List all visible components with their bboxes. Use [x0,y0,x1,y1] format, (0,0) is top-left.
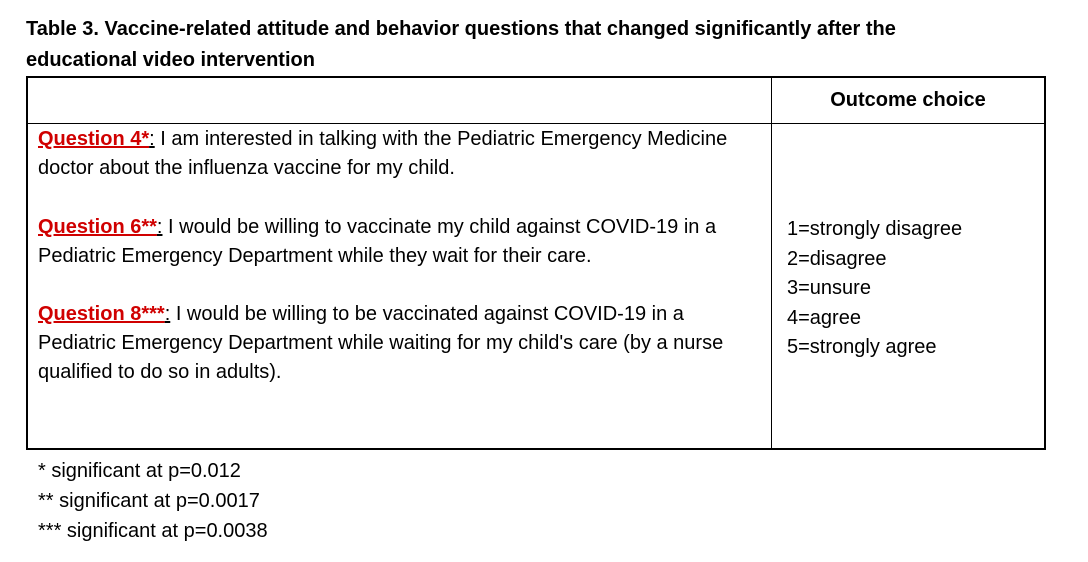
header-outcome-choice: Outcome choice [830,89,986,111]
question-6-label: Question 6** [38,216,157,238]
table-caption [26,14,1066,76]
question-4: Question 4*: I am interested in talking with the Pediatric Emergency Medicine doctor about the influenza vaccine for my child. [38,128,728,179]
footnote-3: *** significant at p=0.0038 [38,520,268,542]
question-4-text: I am interested in talking with the Pediatric Emergency Medicine doctor about the influenza vaccine for my child. [38,128,728,179]
footnote-1: * significant at p=0.012 [38,460,241,482]
outcome-scale [787,215,1037,363]
question-8: Question 8***: I would be willing to be vaccinated against COVID-19 in a Pediatric Emergency Department while waiting for my child's care (by a nurse qualified to do so in adults). [38,303,724,383]
header-divider [28,123,1044,124]
question-4-label: Question 4* [38,128,150,150]
scale-item: 4=agree [787,306,861,329]
question-8-text: I would be willing to be vaccinated against COVID-19 in a Pediatric Emergency Department while waiting for my child's care (by a nurse qualified to do so in adults). [38,303,724,383]
footnotes [38,456,538,546]
scale-item: 5=strongly agree [787,336,937,359]
scale-item: 3=unsure [787,277,871,300]
footnote-2: ** significant at p=0.0017 [38,490,260,512]
caption-line-1: Table 3. Vaccine-related attitude and behavior questions that changed significantly after the [26,18,896,40]
question-6-text: I would be willing to vaccinate my child against COVID-19 in a Pediatric Emergency Department while they wait for their care. [38,216,717,267]
column-divider [771,78,772,448]
scale-item: 2=disagree [787,247,887,270]
question-6: Question 6**: I would be willing to vaccinate my child against COVID-19 in a Pediatric Emergency Department while they wait for their care. [38,216,717,267]
caption-line-2: educational video intervention [26,49,315,71]
scale-item: 1=strongly disagree [787,218,963,240]
table [26,76,1046,450]
question-8-label: Question 8*** [38,303,165,325]
